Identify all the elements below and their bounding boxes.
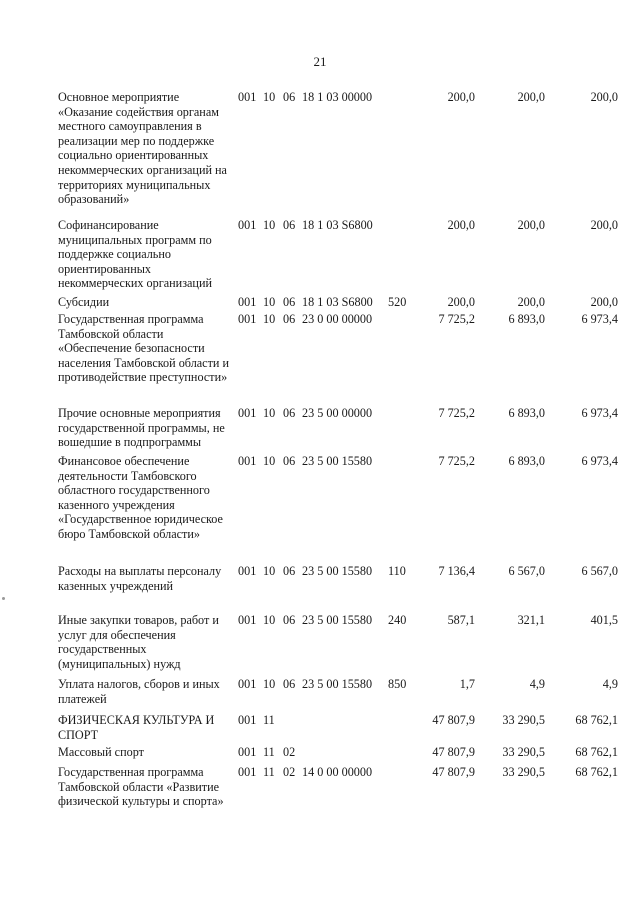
code-section: 10 xyxy=(263,454,276,468)
code-expense-type: 110 xyxy=(388,564,406,578)
code-target-article: 14 0 00 00000 xyxy=(302,765,373,779)
table-row xyxy=(0,218,640,295)
amount-year-1: 47 807,9 xyxy=(432,745,475,759)
scan-speck xyxy=(2,597,5,600)
amount-year-2: 33 290,5 xyxy=(502,713,545,727)
code-expense-type: 240 xyxy=(388,613,407,627)
code-ministry: 001 xyxy=(238,564,257,578)
code-ministry: 001 xyxy=(238,218,257,232)
amount-year-3: 200,0 xyxy=(590,295,618,309)
row-name: Софинансирование муниципальных программ по поддержке социально ориентированных некоммерческих организаций xyxy=(58,218,212,291)
code-subsection: 06 xyxy=(283,613,296,627)
code-target-article: 18 1 03 00000 xyxy=(302,90,373,104)
table-row xyxy=(0,564,640,613)
code-ministry: 001 xyxy=(238,613,257,627)
row-name: Прочие основные мероприятия государственной программы, не вошедшие в подпрограммы xyxy=(58,406,225,450)
code-subsection: 02 xyxy=(283,745,296,759)
amount-year-1: 200,0 xyxy=(447,295,475,309)
table-row xyxy=(0,677,640,713)
code-ministry: 001 xyxy=(238,90,257,104)
code-subsection: 06 xyxy=(283,564,296,578)
row-name: Уплата налогов, сборов и иных платежей xyxy=(58,677,220,706)
row-name: Субсидии xyxy=(58,295,110,309)
amount-year-3: 6 973,4 xyxy=(581,454,618,468)
code-ministry: 001 xyxy=(238,677,257,691)
code-target-article: 23 5 00 15580 xyxy=(302,454,373,468)
amount-year-3: 6 567,0 xyxy=(581,564,618,578)
amount-year-1: 7 136,4 xyxy=(438,564,475,578)
code-subsection: 06 xyxy=(283,90,296,104)
amount-year-1: 200,0 xyxy=(447,90,475,104)
amount-year-1: 47 807,9 xyxy=(432,765,475,779)
code-subsection: 06 xyxy=(283,312,296,326)
code-target-article: 18 1 03 S6800 xyxy=(302,295,373,309)
table-row xyxy=(0,613,640,677)
code-target-article: 23 5 00 15580 xyxy=(302,677,373,691)
code-subsection: 06 xyxy=(283,406,296,420)
amount-year-3: 4,9 xyxy=(602,677,618,691)
amount-year-2: 200,0 xyxy=(517,295,545,309)
table-row xyxy=(0,406,640,454)
code-section: 10 xyxy=(263,312,276,326)
table-row xyxy=(0,745,640,765)
code-ministry: 001 xyxy=(238,312,257,326)
code-target-article: 23 0 00 00000 xyxy=(302,312,373,326)
code-subsection: 02 xyxy=(283,765,296,779)
row-name: ФИЗИЧЕСКАЯ КУЛЬТУРА И СПОРТ xyxy=(58,713,215,742)
row-name: Иные закупки товаров, работ и услуг для обеспечения государственных (муниципальных) нужд xyxy=(58,613,219,671)
code-target-article: 23 5 00 15580 xyxy=(302,613,373,627)
amount-year-1: 7 725,2 xyxy=(438,454,475,468)
table-row xyxy=(0,312,640,406)
amount-year-2: 33 290,5 xyxy=(502,745,545,759)
code-expense-type: 850 xyxy=(388,677,407,691)
table-row xyxy=(0,713,640,745)
amount-year-2: 6 893,0 xyxy=(508,454,545,468)
code-section: 10 xyxy=(263,613,276,627)
table-row xyxy=(0,295,640,312)
budget-table xyxy=(0,90,640,829)
amount-year-3: 6 973,4 xyxy=(581,406,618,420)
code-section: 11 xyxy=(263,713,275,727)
row-name: Основное мероприятие «Оказание содействия органам местного самоуправления в реализации мер по поддержке социально ориентированных некоммерческих организаций на территориях муниципальных образований» xyxy=(58,90,227,207)
amount-year-3: 200,0 xyxy=(590,90,618,104)
code-subsection: 06 xyxy=(283,295,296,309)
row-name: Финансовое обеспечение деятельности Тамбовского областного государственного казенного учреждения «Государственное юридическое бюро Тамбовской области» xyxy=(58,454,223,541)
amount-year-1: 587,1 xyxy=(447,613,475,627)
row-name: Государственная программа Тамбовской области «Развитие физической культуры и спорта» xyxy=(58,765,224,809)
amount-year-1: 200,0 xyxy=(447,218,475,232)
amount-year-2: 200,0 xyxy=(517,218,545,232)
code-ministry: 001 xyxy=(238,406,257,420)
code-section: 10 xyxy=(263,90,276,104)
amount-year-3: 68 762,1 xyxy=(575,745,618,759)
amount-year-3: 68 762,1 xyxy=(575,765,618,779)
code-ministry: 001 xyxy=(238,765,257,779)
code-section: 10 xyxy=(263,564,276,578)
code-section: 11 xyxy=(263,745,275,759)
code-target-article: 23 5 00 15580 xyxy=(302,564,373,578)
amount-year-2: 33 290,5 xyxy=(502,765,545,779)
amount-year-1: 47 807,9 xyxy=(432,713,475,727)
row-name: Массовый спорт xyxy=(58,745,144,759)
code-section: 10 xyxy=(263,295,276,309)
amount-year-2: 6 567,0 xyxy=(508,564,545,578)
table-row xyxy=(0,90,640,218)
amount-year-2: 200,0 xyxy=(517,90,545,104)
amount-year-2: 6 893,0 xyxy=(508,312,545,326)
code-section: 10 xyxy=(263,406,276,420)
amount-year-2: 4,9 xyxy=(529,677,545,691)
code-subsection: 06 xyxy=(283,218,296,232)
code-section: 10 xyxy=(263,677,276,691)
code-subsection: 06 xyxy=(283,454,296,468)
code-section: 11 xyxy=(263,765,275,779)
amount-year-3: 6 973,4 xyxy=(581,312,618,326)
code-ministry: 001 xyxy=(238,295,257,309)
amount-year-1: 7 725,2 xyxy=(438,312,475,326)
table-row xyxy=(0,454,640,564)
amount-year-3: 200,0 xyxy=(590,218,618,232)
row-name: Государственная программа Тамбовской области «Обеспечение безопасности населения Тамбовской области и противодействие преступности» xyxy=(58,312,230,385)
amount-year-2: 6 893,0 xyxy=(508,406,545,420)
amount-year-3: 68 762,1 xyxy=(575,713,618,727)
code-ministry: 001 xyxy=(238,454,257,468)
table-row xyxy=(0,765,640,829)
page-number: 21 xyxy=(313,54,327,69)
code-section: 10 xyxy=(263,218,276,232)
amount-year-2: 321,1 xyxy=(517,613,545,627)
amount-year-1: 7 725,2 xyxy=(438,406,475,420)
code-target-article: 18 1 03 S6800 xyxy=(302,218,373,232)
code-ministry: 001 xyxy=(238,713,257,727)
code-expense-type: 520 xyxy=(388,295,407,309)
code-ministry: 001 xyxy=(238,745,257,759)
code-subsection: 06 xyxy=(283,677,296,691)
row-name: Расходы на выплаты персоналу казенных учреждений xyxy=(58,564,222,593)
code-target-article: 23 5 00 00000 xyxy=(302,406,373,420)
amount-year-1: 1,7 xyxy=(459,677,475,691)
amount-year-3: 401,5 xyxy=(590,613,618,627)
